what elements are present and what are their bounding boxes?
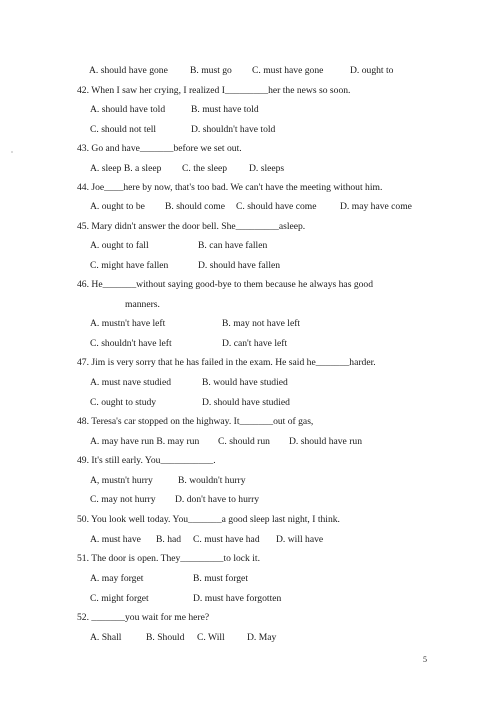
q46-stem: 46. He_______without saying good-bye to them because he always has good (77, 279, 374, 290)
q41-option-c: C. must have gone (252, 65, 324, 76)
q42-stem: 42. When I saw her crying, I realized I_________her the news so soon. (77, 85, 351, 96)
page-number: 5 (423, 655, 427, 664)
q46-option-d: D. can't have left (222, 338, 288, 349)
q42-option-c: C. should not tell (90, 124, 157, 135)
q47-option-d: D. should have studied (202, 397, 290, 408)
q52-option-c: C. Will (197, 632, 225, 643)
q51-option-b: B. must forget (193, 573, 248, 584)
q42-option-b: B. must have told (191, 104, 259, 115)
q44-option-b: B. should come (165, 201, 225, 212)
q48-option-d: D. should have run (289, 436, 363, 447)
q49-option-a: A, mustn't hurry (90, 475, 153, 486)
q43-stem: 43. Go and have_______before we set out. (77, 143, 242, 154)
q52-stem: 52. _______you wait for me here? (77, 612, 210, 623)
q42-option-d: D. shouldn't have told (191, 124, 276, 135)
q50-stem: 50. You look well today. You_______a good sleep last night, I think. (77, 514, 340, 525)
q50-option-c: C. must have had (193, 534, 260, 545)
q52-option-d: D. May (247, 632, 277, 643)
q46-option-a: A. mustn't have left (90, 318, 166, 329)
q44-option-d: D. may have come (340, 201, 412, 212)
q41-option-a: A. should have gone (89, 65, 168, 76)
q50-option-a: A. must have (90, 534, 141, 545)
q50-option-d: D. will have (276, 534, 324, 545)
q41-option-b: B. must go (190, 65, 232, 76)
q46-option-b: B. may not have left (222, 318, 301, 329)
q49-option-c: C. may not hurry (90, 494, 156, 505)
q45-option-b: B. can have fallen (198, 240, 268, 251)
q47-option-b: B. would have studied (202, 377, 288, 388)
q44-option-c: C. should have come (236, 201, 317, 212)
q51-stem: 51. The door is open. They_________to lock it. (77, 553, 260, 564)
q47-option-c: C. ought to study (90, 397, 157, 408)
q49-option-d: D. don't have to hurry (175, 494, 260, 505)
q43-option-c: C. the sleep (182, 163, 228, 174)
q46-stem-continued: manners. (125, 299, 160, 310)
q42-option-a: A. should have told (90, 104, 166, 115)
q52-option-b: B. Should (146, 632, 185, 643)
q50-option-b: B. had (156, 534, 182, 545)
q44-stem: 44. Joe____here by now, that's too bad. We can't have the meeting without him. (77, 182, 383, 193)
q49-option-b: B. wouldn't hurry (178, 475, 246, 486)
q45-option-c: C. might have fallen (90, 260, 169, 271)
q48-option-a: A. may have run B. may run (90, 436, 200, 447)
q51-option-d: D. must have forgotten (193, 593, 282, 604)
q45-option-d: D. should have fallen (198, 260, 281, 271)
q48-option-c: C. should run (218, 436, 270, 447)
q51-option-c: C. might forget (90, 593, 149, 604)
q51-option-a: A. may forget (90, 573, 144, 584)
q43-option-a: A. sleep B. a sleep (90, 163, 162, 174)
q45-stem: 45. Mary didn't answer the door bell. She_________asleep. (77, 221, 306, 232)
q44-option-a: A. ought to be (90, 201, 145, 212)
q52-option-a: A. Shall (90, 632, 122, 643)
q41-option-d: D. ought to (350, 65, 394, 76)
q49-stem: 49. It's still early. You___________. (77, 455, 216, 466)
q45-option-a: A. ought to fall (90, 240, 149, 251)
q47-stem: 47. Jim is very sorry that he has failed in the exam. He said he_______harder. (77, 357, 376, 368)
q43-option-d: D. sleeps (249, 163, 285, 174)
q46-option-c: C. shouldn't have left (90, 338, 172, 349)
scan-speck (11, 151, 13, 153)
q47-option-a: A. must nave studied (90, 377, 172, 388)
q48-stem: 48. Teresa's car stopped on the highway. It_______out of gas, (77, 416, 314, 427)
